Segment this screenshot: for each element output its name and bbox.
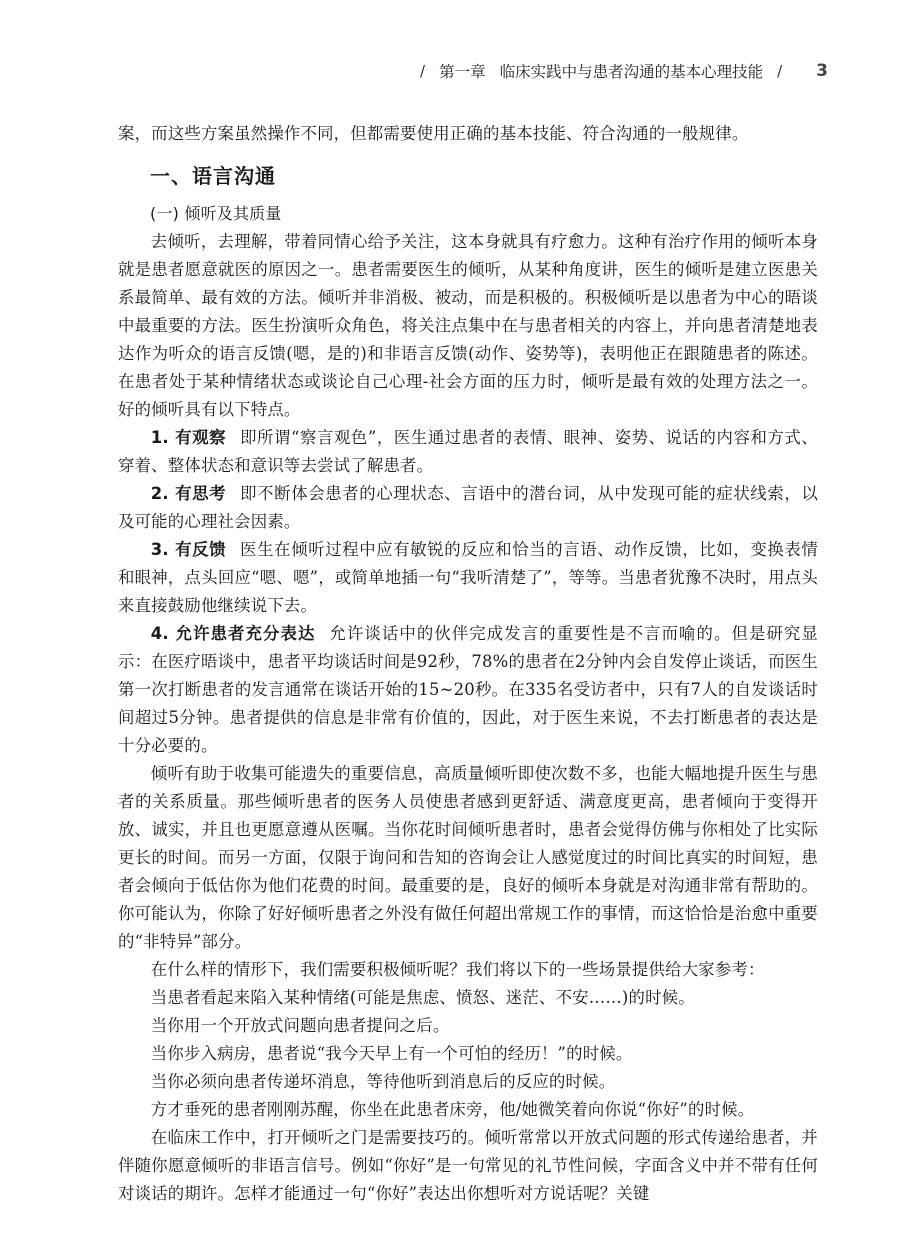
chapter-label: 第一章 xyxy=(439,63,486,81)
section-heading: 一、语言沟通 xyxy=(150,164,276,188)
body-text xyxy=(118,120,818,1208)
intro-paragraph: 案，而这些方案虽然操作不同，但都需要使用正确的基本技能、符合沟通的一般规律。 xyxy=(118,124,749,143)
scenario-line: 当你必须向患者传递坏消息，等待他听到消息后的反应的时候。 xyxy=(150,1072,616,1091)
header-separator: / xyxy=(777,62,783,80)
scenario-line: 方才垂死的患者刚刚苏醒，你坐在此患者床旁，他/她微笑着向你说“你好”的时候。 xyxy=(150,1100,755,1119)
running-header xyxy=(420,58,828,84)
list-item xyxy=(118,424,818,480)
paragraph: 去倾听，去理解，带着同情心给予关注，这本身就具有疗愈力。这种有治疗作用的倾听本身就是患者愿意就医的原因之一。患者需要医生的倾听，从某种角度讲，医生的倾听是建立医患关系最简单、最有效的方法。倾听并非消极、被动，而是积极的。积极倾听是以患者为中心的晤谈中最重要的方法。医生扮演听众角色，将关注点集中在与患者相关的内容上，并向患者清楚地表达作为听众的语言反馈(嗯，是的)和非语言反馈(动作、姿势等)，表明他正在跟随患者的陈述。在患者处于某种情绪状态或谈论自己心理-社会方面的压力时，倾听是最有效的处理方法之一。好的倾听具有以下特点。 xyxy=(118,232,818,419)
chapter-title: 临床实践中与患者沟通的基本心理技能 xyxy=(499,63,764,81)
scenario-line: 当你步入病房，患者说“我今天早上有一个可怕的经历！”的时候。 xyxy=(150,1044,633,1063)
list-item-text: 即不断体会患者的心理状态、言语中的潜台词，从中发现可能的症状线索，以及可能的心理社会因素。 xyxy=(118,484,818,531)
list-item xyxy=(118,480,818,536)
list-item xyxy=(118,620,818,760)
list-item-text: 医生在倾听过程中应有敏锐的反应和恰当的言语、动作反馈，比如，变换表情和眼神，点头回应“嗯、嗯”，或简单地插一句“我听清楚了”，等等。当患者犹豫不决时，用点头来直接鼓励他继续说下去。 xyxy=(118,540,818,615)
list-item-text: 即所谓“察言观色”，医生通过患者的表情、眼神、姿势、说话的内容和方式、穿着、整体状态和意识等去尝试了解患者。 xyxy=(118,428,818,475)
paragraph: 在什么样的情形下，我们需要积极倾听呢？我们将以下的一些场景提供给大家参考： xyxy=(150,960,765,979)
page-number: 3 xyxy=(816,61,828,81)
list-item-lead: 4. 允许患者充分表达 xyxy=(150,624,316,643)
list-item-lead: 3. 有反馈 xyxy=(150,540,227,559)
header-separator: / xyxy=(420,62,426,80)
scenario-line: 当患者看起来陷入某种情绪(可能是焦虑、愤怒、迷茫、不安……)的时候。 xyxy=(150,988,695,1007)
list-item-lead: 1. 有观察 xyxy=(150,428,227,447)
subsection-heading: (一) 倾听及其质量 xyxy=(150,204,282,223)
paragraph: 倾听有助于收集可能遗失的重要信息，高质量倾听即使次数不多，也能大幅地提升医生与患者的关系质量。那些倾听患者的医务人员使患者感到更舒适、满意度更高，患者倾向于变得开放、诚实，并且也更愿意遵从医嘱。当你花时间倾听患者时，患者会觉得仿佛与你相处了比实际更长的时间。而另一方面，仅限于询问和告知的咨询会让人感觉度过的时间比真实的时间短，患者会倾向于低估你为他们花费的时间。最重要的是，良好的倾听本身就是对沟通非常有帮助的。你可能认为，你除了好好倾听患者之外没有做任何超出常规工作的事情，而这恰恰是治愈中重要的“非特异”部分。 xyxy=(118,764,818,951)
paragraph: 在临床工作中，打开倾听之门是需要技巧的。倾听常常以开放式问题的形式传递给患者，并伴随你愿意倾听的非语言信号。例如“你好”是一句常见的礼节性问候，字面含义中并不带有任何对谈话的期许。怎样才能通过一句“你好”表达出你想听对方说话呢？关键 xyxy=(118,1128,818,1203)
list-item xyxy=(118,536,818,620)
list-item-lead: 2. 有思考 xyxy=(150,484,227,503)
scenario-line: 当你用一个开放式问题向患者提问之后。 xyxy=(150,1016,450,1035)
list-item-text: 允许谈话中的伙伴完成发言的重要性是不言而喻的。但是研究显示：在医疗晤谈中，患者平均谈话时间是92秒，78%的患者在2分钟内会自发停止谈话，而医生第一次打断患者的发言通常在谈话开始的15~20秒。在335名受访者中，只有7人的自发谈话时间超过5分钟。患者提供的信息是非常有价值的，因此，对于医生来说，不去打断患者的表达是十分必要的。 xyxy=(118,624,818,755)
